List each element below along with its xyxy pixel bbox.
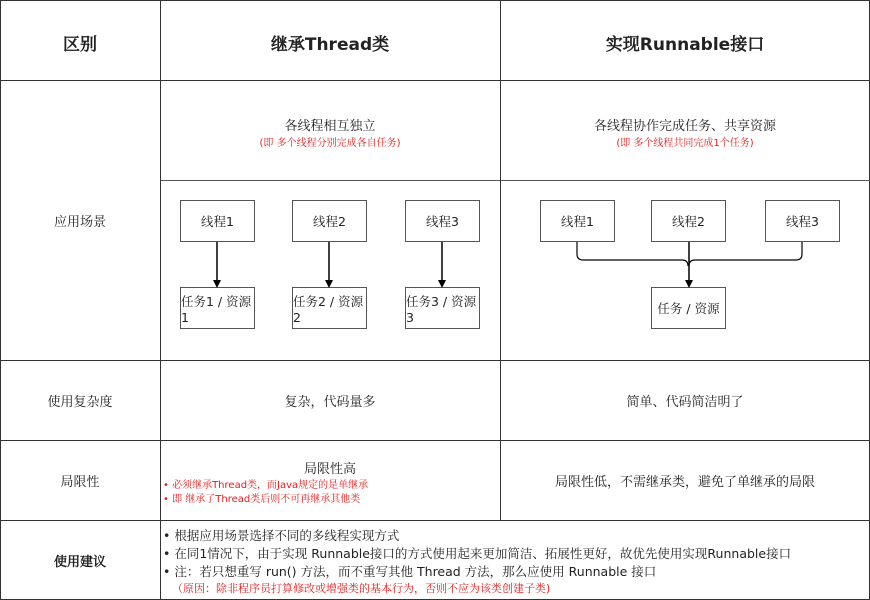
runnable-scenario-text: 各线程协作完成任务、共享资源: [593, 119, 776, 134]
row-divider: [0, 360, 870, 361]
thread-limitation-note-2: • 即 继承了Thread类后则不可再继承其他类: [163, 494, 361, 505]
row-divider: [0, 520, 870, 521]
runnable-diagram-thread-2: 线程2: [651, 200, 726, 242]
row-divider: [0, 440, 870, 441]
thread-diagram-task-3: 任务3 / 资源3: [405, 287, 480, 329]
thread-diagram-thread-1: 线程1: [180, 200, 255, 242]
runnable-complexity: 简单、代码简洁明了: [626, 395, 744, 410]
thread-diagram-task-2: 任务2 / 资源2: [292, 287, 367, 329]
advice-item-1: • 根据应用场景选择不同的多线程实现方式: [163, 528, 400, 543]
thread-diagram-thread-2: 线程2: [292, 200, 367, 242]
row-divider: [0, 80, 870, 81]
thread-scenario-text: 各线程相互独立: [284, 119, 376, 134]
header-runnable: 实现Runnable接口: [605, 35, 765, 55]
header-thread: 继承Thread类: [270, 35, 390, 55]
thread-limitation-note-1: • 必须继承Thread类，而Java规定的是单继承: [163, 480, 369, 491]
row-label-complexity: 使用复杂度: [47, 395, 113, 410]
runnable-diagram-bracket: [500, 180, 870, 360]
thread-diagram-thread-3: 线程3: [405, 200, 480, 242]
table-border-left: [0, 0, 1, 600]
thread-diagram-arrows: [160, 180, 500, 360]
runnable-diagram-task: 任务 / 资源: [651, 287, 726, 329]
row-label-limitation: 局限性: [60, 475, 100, 490]
runnable-diagram-thread-1: 线程1: [540, 200, 615, 242]
row-label-scenario: 应用场景: [53, 215, 106, 230]
row-label-advice: 使用建议: [53, 555, 106, 570]
runnable-scenario-note: (即 多个线程共同完成1个任务): [616, 138, 754, 149]
advice-note: （原因：除非程序员打算修改或增强类的基本行为，否则不应为该类创建子类): [172, 582, 551, 595]
thread-scenario-note: (即 多个线程分别完成各自任务): [259, 138, 401, 149]
advice-item-2: • 在同1情况下，由于实现 Runnable接口的方式使用起来更加简洁、拓展性更好，故优先使用实现Runnable接口: [163, 546, 792, 561]
thread-limitation-main: 局限性高: [303, 462, 356, 477]
table-border-top: [0, 0, 870, 1]
runnable-limitation: 局限性低，不需继承类，避免了单继承的局限: [554, 475, 815, 490]
header-difference: 区别: [63, 35, 97, 55]
thread-complexity: 复杂，代码量多: [284, 395, 376, 410]
thread-diagram-task-1: 任务1 / 资源1: [180, 287, 255, 329]
advice-item-3: • 注：若只想重写 run() 方法，而不重写其他 Thread 方法，那么应使用 Runnable 接口: [163, 564, 657, 579]
runnable-diagram-thread-3: 线程3: [765, 200, 840, 242]
